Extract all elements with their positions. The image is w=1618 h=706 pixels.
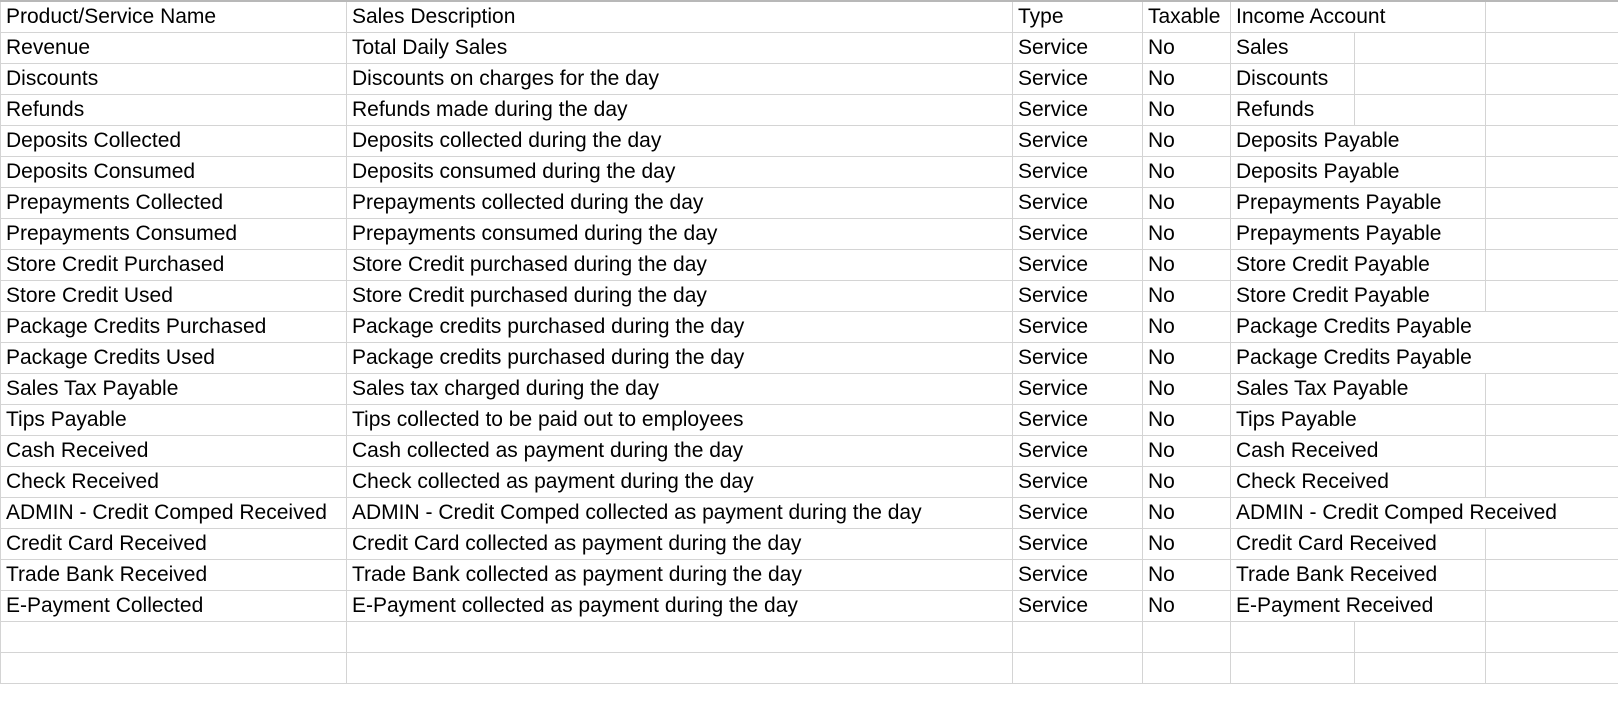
cell-type[interactable]: Service bbox=[1013, 312, 1143, 343]
empty-cell[interactable] bbox=[1486, 250, 1618, 281]
cell-income-account[interactable]: Store Credit Payable bbox=[1231, 250, 1355, 281]
cell-income-account[interactable]: Sales Tax Payable bbox=[1231, 374, 1355, 405]
cell-name[interactable]: E-Payment Collected bbox=[1, 591, 347, 622]
cell-description[interactable]: ADMIN - Credit Comped collected as payment during the day bbox=[347, 498, 1013, 529]
cell-type[interactable]: Service bbox=[1013, 405, 1143, 436]
cell-description[interactable]: Prepayments collected during the day bbox=[347, 188, 1013, 219]
empty-cell[interactable] bbox=[1, 653, 347, 684]
cell-taxable[interactable]: No bbox=[1143, 529, 1231, 560]
cell-income-account[interactable]: Prepayments Payable bbox=[1231, 188, 1355, 219]
cell-taxable[interactable]: No bbox=[1143, 405, 1231, 436]
empty-cell[interactable] bbox=[1486, 188, 1618, 219]
cell-description[interactable]: Package credits purchased during the day bbox=[347, 343, 1013, 374]
cell-type[interactable]: Service bbox=[1013, 436, 1143, 467]
cell-description[interactable]: Check collected as payment during the day bbox=[347, 467, 1013, 498]
cell-taxable[interactable]: No bbox=[1143, 436, 1231, 467]
cell-type[interactable]: Service bbox=[1013, 560, 1143, 591]
cell-type[interactable]: Service bbox=[1013, 374, 1143, 405]
empty-cell[interactable] bbox=[1486, 436, 1618, 467]
cell-description[interactable]: Discounts on charges for the day bbox=[347, 64, 1013, 95]
table-row bbox=[1, 188, 1618, 219]
cell-taxable[interactable]: No bbox=[1143, 591, 1231, 622]
cell-description[interactable]: Tips collected to be paid out to employees bbox=[347, 405, 1013, 436]
empty-cell[interactable] bbox=[1486, 95, 1618, 126]
cell-taxable[interactable]: No bbox=[1143, 343, 1231, 374]
cell-name[interactable]: Package Credits Used bbox=[1, 343, 347, 374]
table-row bbox=[1, 436, 1618, 467]
table-row bbox=[1, 281, 1618, 312]
empty-cell[interactable] bbox=[1486, 1, 1618, 33]
cell-name[interactable]: Sales Tax Payable bbox=[1, 374, 347, 405]
cell-income-account[interactable]: ADMIN - Credit Comped Received bbox=[1231, 498, 1355, 529]
cell-description[interactable]: Sales tax charged during the day bbox=[347, 374, 1013, 405]
cell-type[interactable]: Service bbox=[1013, 529, 1143, 560]
cell-name[interactable]: Store Credit Used bbox=[1, 281, 347, 312]
cell-name[interactable]: Package Credits Purchased bbox=[1, 312, 347, 343]
cell-name[interactable]: Cash Received bbox=[1, 436, 347, 467]
empty-cell[interactable] bbox=[1486, 64, 1618, 95]
cell-income-account[interactable]: Discounts bbox=[1231, 64, 1355, 95]
empty-cell[interactable] bbox=[1486, 312, 1618, 343]
cell-income-account[interactable]: Credit Card Received bbox=[1231, 529, 1355, 560]
cell-name[interactable]: Prepayments Consumed bbox=[1, 219, 347, 250]
empty-cell[interactable] bbox=[1486, 281, 1618, 312]
header-row bbox=[1, 1, 1618, 33]
empty-cell[interactable] bbox=[1486, 157, 1618, 188]
cell-taxable[interactable]: No bbox=[1143, 467, 1231, 498]
cell-taxable[interactable]: No bbox=[1143, 374, 1231, 405]
table-row bbox=[1, 560, 1618, 591]
empty-cell[interactable] bbox=[347, 622, 1013, 653]
cell-type[interactable]: Service bbox=[1013, 64, 1143, 95]
empty-cell[interactable] bbox=[1355, 95, 1486, 126]
empty-cell[interactable] bbox=[1486, 374, 1618, 405]
cell-income-account[interactable]: Package Credits Payable bbox=[1231, 343, 1355, 374]
empty-cell[interactable] bbox=[1143, 622, 1231, 653]
cell-description[interactable]: Deposits collected during the day bbox=[347, 126, 1013, 157]
empty-cell[interactable] bbox=[1486, 33, 1618, 64]
cell-name[interactable]: Refunds bbox=[1, 95, 347, 126]
cell-name[interactable]: Deposits Collected bbox=[1, 126, 347, 157]
cell-description[interactable]: Store Credit purchased during the day bbox=[347, 281, 1013, 312]
table-row bbox=[1, 126, 1618, 157]
cell-taxable[interactable]: No bbox=[1143, 188, 1231, 219]
cell-type[interactable]: Service bbox=[1013, 467, 1143, 498]
cell-type[interactable]: Service bbox=[1013, 498, 1143, 529]
cell-name[interactable]: ADMIN - Credit Comped Received bbox=[1, 498, 347, 529]
cell-description[interactable]: Store Credit purchased during the day bbox=[347, 250, 1013, 281]
cell-taxable[interactable]: No bbox=[1143, 560, 1231, 591]
empty-cell[interactable] bbox=[1355, 405, 1486, 436]
header-cell-description[interactable]: Sales Description bbox=[347, 1, 1013, 33]
empty-cell[interactable] bbox=[1486, 560, 1618, 591]
cell-income-account[interactable]: Check Received bbox=[1231, 467, 1355, 498]
empty-cell[interactable] bbox=[1486, 467, 1618, 498]
empty-cell[interactable] bbox=[1231, 622, 1355, 653]
empty-cell[interactable] bbox=[1486, 126, 1618, 157]
empty-cell[interactable] bbox=[1013, 653, 1143, 684]
cell-type[interactable]: Service bbox=[1013, 250, 1143, 281]
cell-name[interactable]: Trade Bank Received bbox=[1, 560, 347, 591]
header-cell-income-account[interactable]: Income Account bbox=[1231, 1, 1355, 33]
empty-cell[interactable] bbox=[1486, 591, 1618, 622]
table-row bbox=[1, 157, 1618, 188]
cell-taxable[interactable]: No bbox=[1143, 250, 1231, 281]
cell-taxable[interactable]: No bbox=[1143, 95, 1231, 126]
table-row bbox=[1, 33, 1618, 64]
cell-taxable[interactable]: No bbox=[1143, 281, 1231, 312]
empty-cell[interactable] bbox=[1355, 653, 1486, 684]
table-row bbox=[1, 374, 1618, 405]
cell-taxable[interactable]: No bbox=[1143, 126, 1231, 157]
cell-taxable[interactable]: No bbox=[1143, 64, 1231, 95]
cell-type[interactable]: Service bbox=[1013, 281, 1143, 312]
cell-name[interactable]: Revenue bbox=[1, 33, 347, 64]
cell-name[interactable]: Discounts bbox=[1, 64, 347, 95]
empty-cell[interactable] bbox=[1486, 219, 1618, 250]
cell-description[interactable]: Package credits purchased during the day bbox=[347, 312, 1013, 343]
header-cell-type[interactable]: Type bbox=[1013, 1, 1143, 33]
table-row bbox=[1, 591, 1618, 622]
empty-cell[interactable] bbox=[1355, 33, 1486, 64]
cell-name[interactable]: Deposits Consumed bbox=[1, 157, 347, 188]
cell-type[interactable]: Service bbox=[1013, 95, 1143, 126]
cell-income-account[interactable]: Deposits Payable bbox=[1231, 157, 1355, 188]
cell-name[interactable]: Prepayments Collected bbox=[1, 188, 347, 219]
table-row bbox=[1, 95, 1618, 126]
cell-type[interactable]: Service bbox=[1013, 157, 1143, 188]
empty-cell[interactable] bbox=[1, 622, 347, 653]
cell-income-account[interactable]: Trade Bank Received bbox=[1231, 560, 1355, 591]
cell-taxable[interactable]: No bbox=[1143, 312, 1231, 343]
cell-description[interactable]: Credit Card collected as payment during the day bbox=[347, 529, 1013, 560]
cell-taxable[interactable]: No bbox=[1143, 498, 1231, 529]
cell-income-account[interactable]: Package Credits Payable bbox=[1231, 312, 1355, 343]
cell-income-account[interactable]: E-Payment Received bbox=[1231, 591, 1355, 622]
cell-type[interactable]: Service bbox=[1013, 126, 1143, 157]
table-row bbox=[1, 219, 1618, 250]
cell-type[interactable]: Service bbox=[1013, 219, 1143, 250]
empty-row bbox=[1, 622, 1618, 653]
empty-cell[interactable] bbox=[1013, 622, 1143, 653]
cell-name[interactable]: Tips Payable bbox=[1, 405, 347, 436]
cell-type[interactable]: Service bbox=[1013, 33, 1143, 64]
empty-cell[interactable] bbox=[1355, 622, 1486, 653]
cell-description[interactable]: Total Daily Sales bbox=[347, 33, 1013, 64]
table-row bbox=[1, 343, 1618, 374]
cell-income-account[interactable]: Sales bbox=[1231, 33, 1355, 64]
cell-description[interactable]: Deposits consumed during the day bbox=[347, 157, 1013, 188]
cell-name[interactable]: Store Credit Purchased bbox=[1, 250, 347, 281]
empty-cell[interactable] bbox=[1486, 405, 1618, 436]
cell-type[interactable]: Service bbox=[1013, 591, 1143, 622]
empty-cell[interactable] bbox=[1486, 529, 1618, 560]
cell-description[interactable]: Prepayments consumed during the day bbox=[347, 219, 1013, 250]
table-row bbox=[1, 64, 1618, 95]
table-row bbox=[1, 529, 1618, 560]
cell-type[interactable]: Service bbox=[1013, 188, 1143, 219]
cell-description[interactable]: Cash collected as payment during the day bbox=[347, 436, 1013, 467]
empty-cell[interactable] bbox=[1355, 64, 1486, 95]
empty-cell[interactable] bbox=[1486, 343, 1618, 374]
cell-description[interactable]: Refunds made during the day bbox=[347, 95, 1013, 126]
cell-taxable[interactable]: No bbox=[1143, 33, 1231, 64]
cell-taxable[interactable]: No bbox=[1143, 157, 1231, 188]
empty-cell[interactable] bbox=[347, 653, 1013, 684]
table-body bbox=[1, 1, 1618, 684]
header-cell-taxable[interactable]: Taxable bbox=[1143, 1, 1231, 33]
table-row bbox=[1, 467, 1618, 498]
empty-cell[interactable] bbox=[1231, 653, 1355, 684]
cell-description[interactable]: Trade Bank collected as payment during the day bbox=[347, 560, 1013, 591]
empty-cell[interactable] bbox=[1143, 653, 1231, 684]
cell-income-account[interactable]: Refunds bbox=[1231, 95, 1355, 126]
cell-name[interactable]: Check Received bbox=[1, 467, 347, 498]
cell-taxable[interactable]: No bbox=[1143, 219, 1231, 250]
table-row bbox=[1, 250, 1618, 281]
cell-income-account[interactable]: Prepayments Payable bbox=[1231, 219, 1355, 250]
empty-cell[interactable] bbox=[1486, 653, 1618, 684]
cell-income-account[interactable]: Deposits Payable bbox=[1231, 126, 1355, 157]
empty-row bbox=[1, 653, 1618, 684]
table-row bbox=[1, 498, 1618, 529]
cell-income-account[interactable]: Store Credit Payable bbox=[1231, 281, 1355, 312]
table-row bbox=[1, 312, 1618, 343]
cell-income-account[interactable]: Tips Payable bbox=[1231, 405, 1355, 436]
cell-type[interactable]: Service bbox=[1013, 343, 1143, 374]
empty-cell[interactable] bbox=[1486, 622, 1618, 653]
cell-name[interactable]: Credit Card Received bbox=[1, 529, 347, 560]
cell-income-account[interactable]: Cash Received bbox=[1231, 436, 1355, 467]
table-row bbox=[1, 405, 1618, 436]
header-cell-name[interactable]: Product/Service Name bbox=[1, 1, 347, 33]
cell-description[interactable]: E-Payment collected as payment during the day bbox=[347, 591, 1013, 622]
